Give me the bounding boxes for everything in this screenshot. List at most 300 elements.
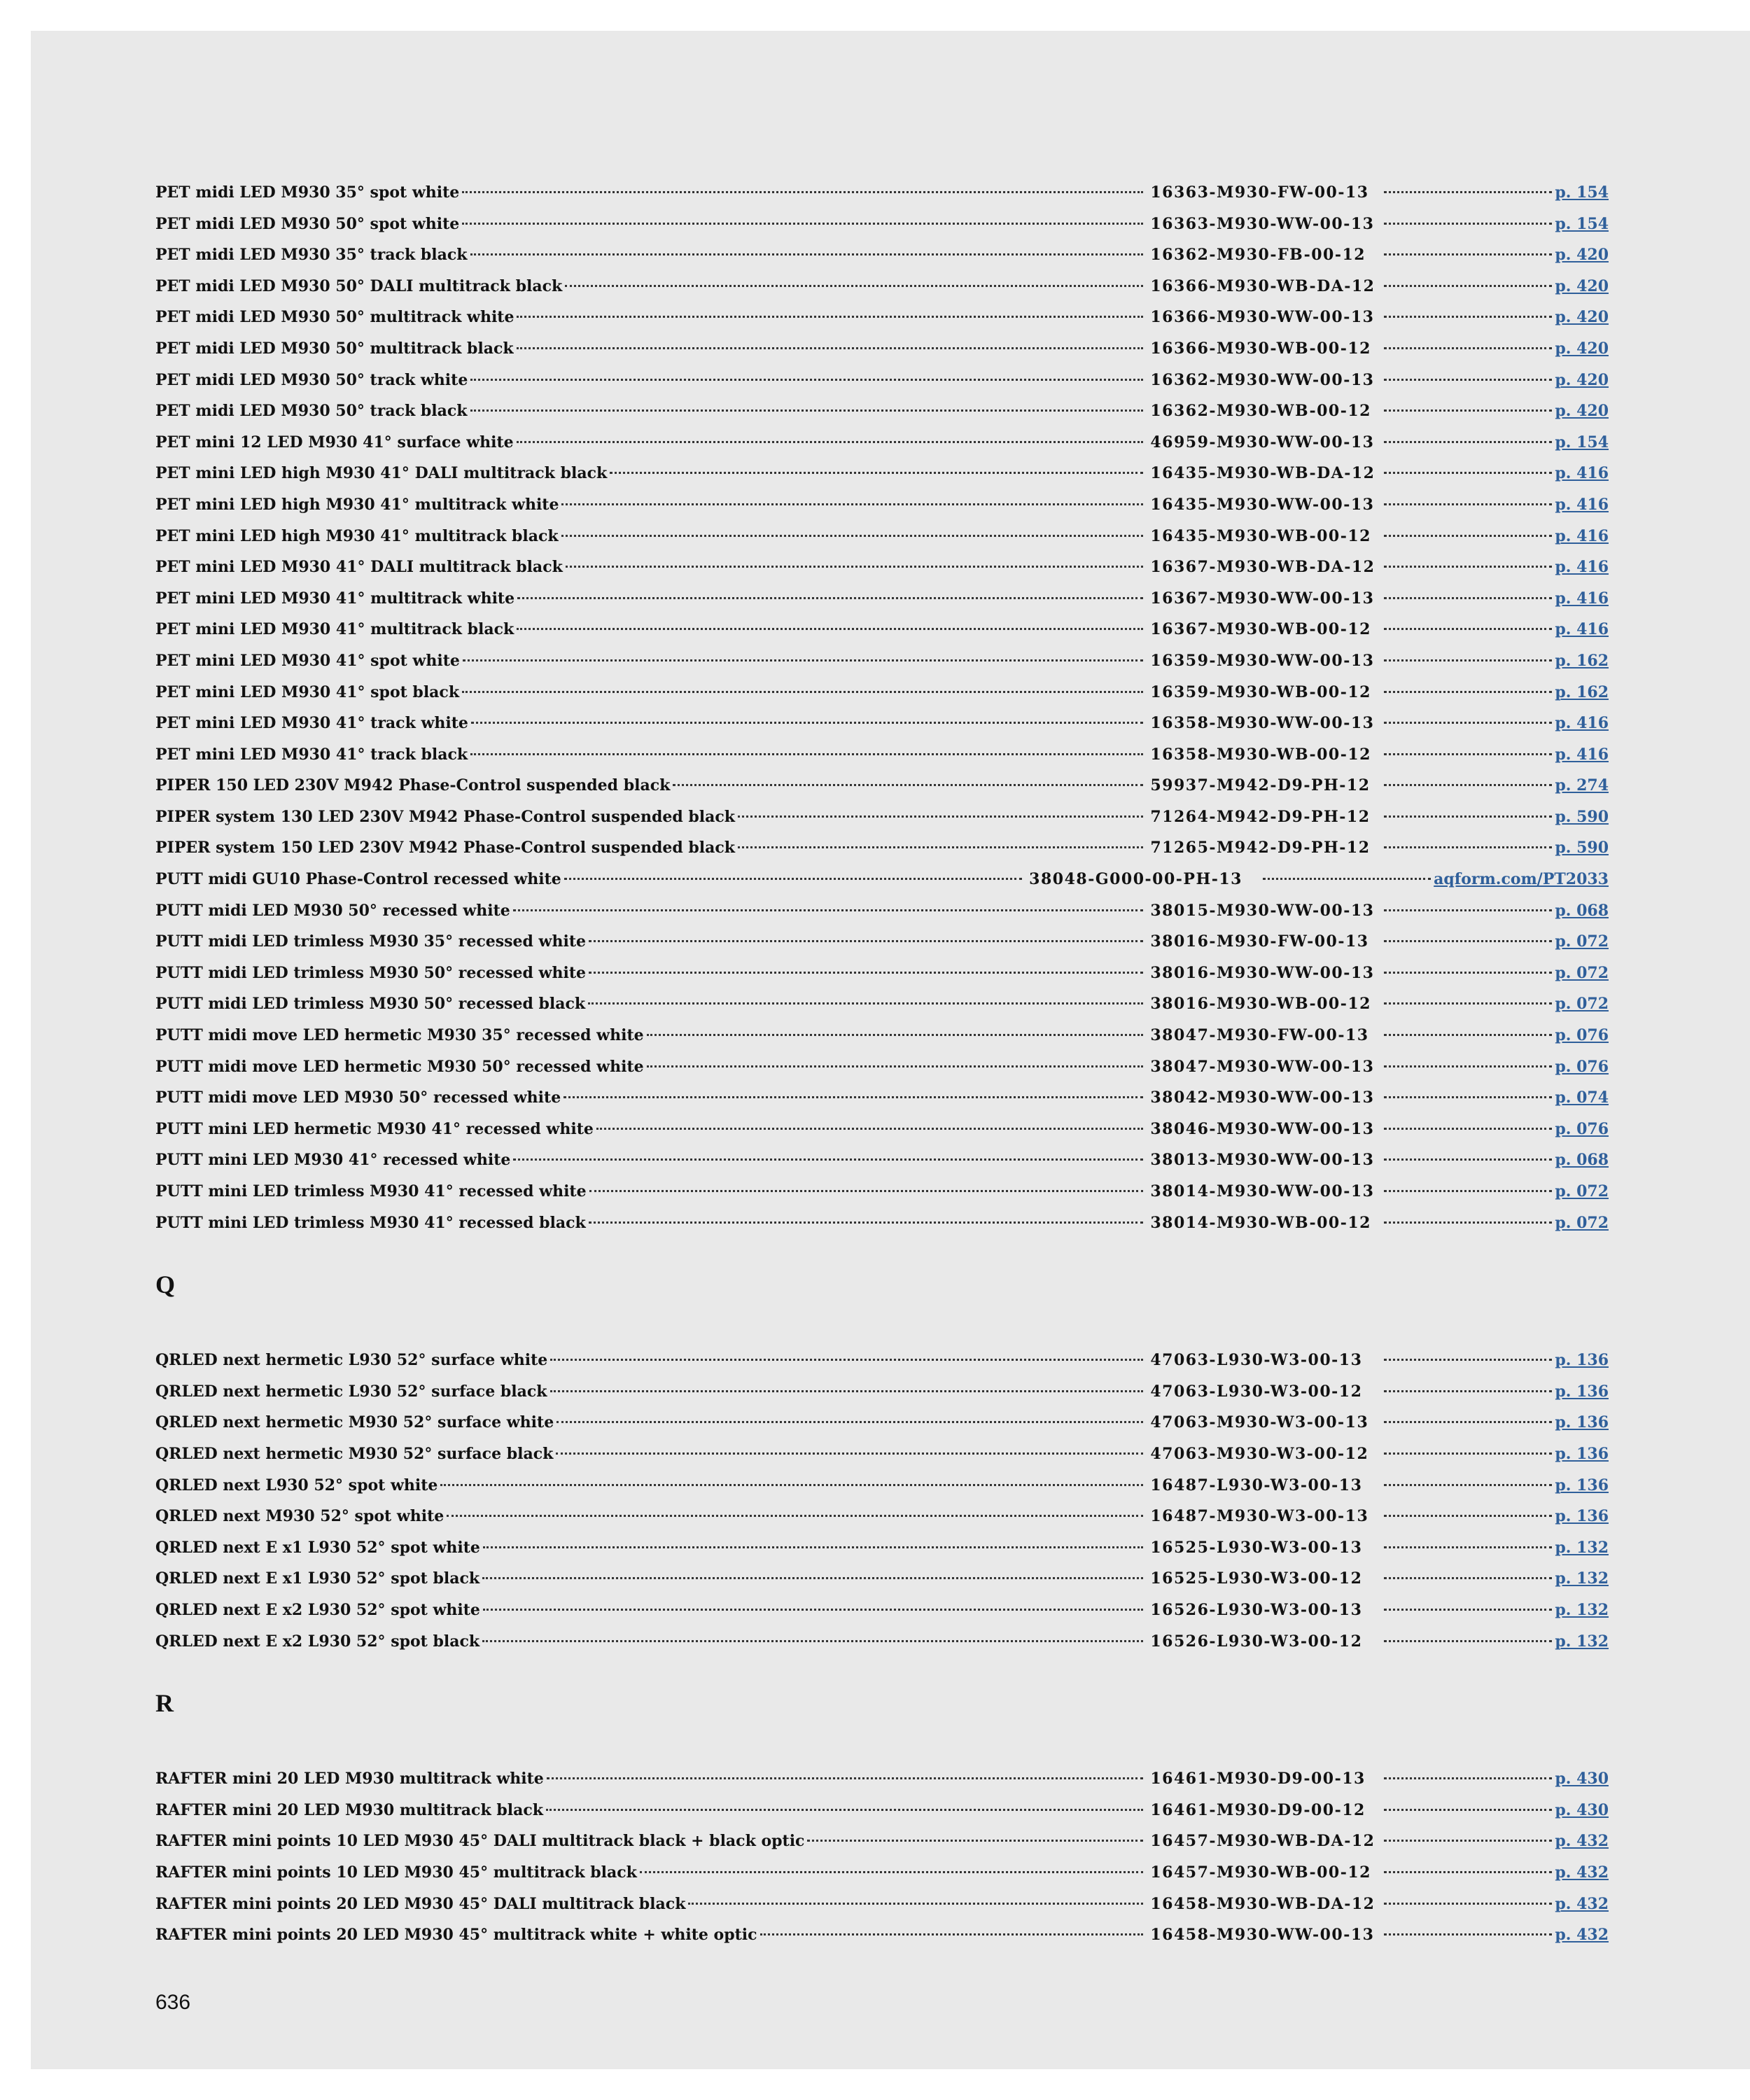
section-letter-heading: Q <box>155 1270 176 1299</box>
index-row <box>155 521 1609 552</box>
page-reference-link[interactable]: p. 076 <box>1555 1057 1609 1076</box>
product-code: 38014-M930-WW-00-13 <box>1150 1182 1375 1200</box>
dot-leader <box>462 691 1143 693</box>
dot-leader <box>561 503 1143 505</box>
dot-leader <box>550 1390 1144 1392</box>
index-row <box>155 864 1609 895</box>
index-row <box>155 1919 1609 1951</box>
dot-leader <box>1384 347 1552 349</box>
product-name: RAFTER mini 20 LED M930 multitrack white <box>155 1770 544 1788</box>
section-letter-heading: R <box>155 1689 174 1718</box>
product-code: 16359-M930-WB-00-12 <box>1150 682 1371 701</box>
page-reference-link[interactable]: p. 072 <box>1555 1213 1609 1232</box>
dot-leader <box>550 1359 1143 1361</box>
index-row <box>155 427 1609 458</box>
dot-leader <box>470 379 1143 381</box>
product-name: QRLED next hermetic M930 52° surface black <box>155 1444 554 1463</box>
product-code: 16362-M930-WW-00-13 <box>1150 370 1375 389</box>
index-row <box>155 458 1609 489</box>
dot-leader <box>688 1903 1143 1905</box>
index-row <box>155 677 1609 708</box>
product-name: PET mini LED M930 41° spot black <box>155 682 460 701</box>
page-reference-link[interactable]: p. 068 <box>1555 901 1609 920</box>
dot-leader <box>471 722 1143 724</box>
product-name: PET mini LED high M930 41° multitrack white <box>155 495 559 514</box>
dot-leader <box>1384 316 1552 318</box>
product-name: PET midi LED M930 50° multitrack black <box>155 339 514 358</box>
index-row <box>155 1438 1609 1470</box>
product-name: PET mini LED M930 41° track white <box>155 714 468 733</box>
index-row <box>155 832 1609 864</box>
product-code: 16366-M930-WB-00-12 <box>1150 339 1371 358</box>
dot-leader <box>546 1809 1143 1811</box>
index-row <box>155 1051 1609 1083</box>
dot-leader <box>1384 1903 1552 1905</box>
dot-leader <box>470 753 1143 755</box>
index-row <box>155 552 1609 583</box>
product-name: PUTT midi move LED hermetic M930 35° recessed white <box>155 1026 644 1045</box>
index-row <box>155 1407 1609 1438</box>
dot-leader <box>596 1128 1144 1130</box>
index-row <box>155 895 1609 927</box>
product-name: PUTT midi LED trimless M930 50° recessed black <box>155 995 586 1014</box>
index-row <box>155 302 1609 333</box>
index-row <box>155 614 1609 645</box>
product-code: 38048-G000-00-PH-13 <box>1029 870 1242 889</box>
dot-leader <box>1384 1484 1552 1486</box>
product-code: 38014-M930-WB-00-12 <box>1150 1213 1371 1232</box>
product-name: RAFTER mini points 20 LED M930 45° DALI multitrack black <box>155 1894 686 1913</box>
dot-leader <box>1384 535 1552 537</box>
dot-leader <box>1384 972 1552 974</box>
product-code: 16367-M930-WW-00-13 <box>1150 589 1375 608</box>
dot-leader <box>556 1452 1143 1455</box>
page-reference-link[interactable]: p. 072 <box>1555 995 1609 1014</box>
product-name: PUTT midi LED trimless M930 50° recessed white <box>155 963 586 982</box>
index-row <box>155 271 1609 302</box>
index-row <box>155 1176 1609 1208</box>
product-name: PUTT mini LED trimless M930 41° recessed black <box>155 1213 586 1232</box>
index-row <box>155 489 1609 521</box>
dot-leader <box>589 972 1143 974</box>
dot-leader <box>566 566 1144 568</box>
index-row <box>155 770 1609 802</box>
dot-leader <box>513 1158 1143 1161</box>
dot-leader <box>470 410 1144 412</box>
index-section <box>155 1269 1609 1657</box>
product-code: 38016-M930-WW-00-13 <box>1150 963 1375 982</box>
product-name: PET mini LED M930 41° track black <box>155 745 468 764</box>
page-reference-link[interactable]: p. 274 <box>1555 776 1609 795</box>
page-reference-link[interactable]: p. 132 <box>1555 1600 1609 1619</box>
dot-leader <box>1384 753 1552 755</box>
dot-leader <box>588 1002 1143 1004</box>
product-name: RAFTER mini points 10 LED M930 45° DALI multitrack black + black optic <box>155 1832 805 1851</box>
page-reference-link[interactable]: p. 420 <box>1555 246 1609 265</box>
product-name: PET midi LED M930 35° spot white <box>155 183 460 202</box>
product-name: PET mini LED high M930 41° multitrack black <box>155 526 559 545</box>
dot-leader <box>1384 784 1552 786</box>
index-row <box>155 1082 1609 1114</box>
dot-leader <box>1384 253 1552 255</box>
product-code: 71265-M942-D9-PH-12 <box>1150 839 1371 858</box>
product-code: 38046-M930-WW-00-13 <box>1150 1119 1375 1138</box>
page-reference-link[interactable]: p. 072 <box>1555 932 1609 951</box>
index-row <box>155 1626 1609 1658</box>
page-reference-link[interactable]: p. 416 <box>1555 714 1609 733</box>
product-name: PET midi LED M930 50° spot white <box>155 214 460 233</box>
page-reference-link[interactable]: p. 420 <box>1555 370 1609 389</box>
product-name: PET mini LED M930 41° spot white <box>155 651 460 670</box>
page-reference-link[interactable]: p. 432 <box>1555 1832 1609 1851</box>
product-code: 38013-M930-WW-00-13 <box>1150 1151 1375 1170</box>
product-code: 16366-M930-WW-00-13 <box>1150 308 1375 327</box>
product-name: PET mini 12 LED M930 41° surface white <box>155 433 514 451</box>
product-name: QRLED next hermetic L930 52° surface black <box>155 1382 547 1401</box>
dot-leader <box>1384 1546 1552 1548</box>
page-reference-link[interactable]: p. 590 <box>1555 839 1609 858</box>
dot-leader <box>1384 722 1552 724</box>
product-name: RAFTER mini points 20 LED M930 45° multitrack white + white optic <box>155 1926 757 1945</box>
product-name: PET mini LED M930 41° multitrack white <box>155 589 515 608</box>
index-row <box>155 1595 1609 1626</box>
dot-leader <box>517 347 1144 349</box>
product-code: 38015-M930-WW-00-13 <box>1150 901 1375 920</box>
product-name: PUTT mini LED M930 41° recessed white <box>155 1151 511 1170</box>
product-code: 16487-L930-W3-00-13 <box>1150 1476 1363 1494</box>
dot-leader <box>483 1609 1143 1611</box>
index-row <box>155 802 1609 833</box>
dot-leader <box>565 285 1143 287</box>
dot-leader <box>462 191 1143 193</box>
page-reference-link[interactable]: p. 154 <box>1555 214 1609 233</box>
dot-leader <box>564 878 1022 880</box>
dot-leader <box>1384 1609 1552 1611</box>
product-name: PET mini LED high M930 41° DALI multitrack black <box>155 464 608 483</box>
index-row <box>155 333 1609 365</box>
product-name: PIPER system 150 LED 230V M942 Phase-Control suspended black <box>155 839 736 858</box>
dot-leader <box>647 1034 1144 1036</box>
product-name: QRLED next E x2 L930 52° spot black <box>155 1632 480 1651</box>
product-code: 16526-L930-W3-00-13 <box>1150 1600 1363 1619</box>
dot-leader <box>1384 379 1552 381</box>
dot-leader <box>1384 191 1552 193</box>
product-code: 16367-M930-WB-00-12 <box>1150 620 1371 639</box>
product-name: PET midi LED M930 50° track white <box>155 370 468 389</box>
dot-leader <box>610 472 1143 474</box>
page-reference-link[interactable]: p. 072 <box>1555 1182 1609 1200</box>
dot-leader <box>589 1190 1144 1192</box>
page-reference-link[interactable]: p. 136 <box>1555 1413 1609 1432</box>
index-page <box>31 31 1750 2069</box>
product-code: 16526-L930-W3-00-12 <box>1150 1632 1363 1651</box>
page-reference-link[interactable]: p. 416 <box>1555 745 1609 764</box>
dot-leader <box>517 628 1143 630</box>
index-row <box>155 926 1609 958</box>
index-row <box>155 1144 1609 1176</box>
index-row <box>155 365 1609 396</box>
index-section <box>155 1688 1609 1951</box>
product-code: 47063-M930-W3-00-13 <box>1150 1413 1369 1432</box>
dot-leader <box>738 816 1143 818</box>
product-code: 47063-L930-W3-00-12 <box>1150 1382 1363 1401</box>
index-row <box>155 396 1609 427</box>
page-reference-link[interactable]: p. 420 <box>1555 308 1609 327</box>
page-reference-link[interactable]: p. 132 <box>1555 1632 1609 1651</box>
index-row <box>155 1114 1609 1145</box>
dot-leader <box>517 316 1143 318</box>
product-code: 16435-M930-WW-00-13 <box>1150 495 1375 514</box>
dot-leader <box>556 1421 1143 1423</box>
product-code: 16359-M930-WW-00-13 <box>1150 651 1375 670</box>
dot-leader <box>470 253 1144 255</box>
page-reference-link[interactable]: p. 132 <box>1555 1569 1609 1588</box>
product-code: 38047-M930-WW-00-13 <box>1150 1057 1375 1076</box>
product-code: 16362-M930-FB-00-12 <box>1150 246 1366 265</box>
dot-leader <box>1384 1871 1552 1873</box>
product-code: 47063-L930-W3-00-13 <box>1150 1351 1363 1370</box>
product-code: 47063-M930-W3-00-12 <box>1150 1444 1369 1463</box>
page-reference-link[interactable]: p. 416 <box>1555 464 1609 483</box>
dot-leader <box>1384 472 1552 474</box>
product-code: 16358-M930-WB-00-12 <box>1150 745 1371 764</box>
product-name: PUTT midi move LED hermetic M930 50° recessed white <box>155 1057 644 1076</box>
dot-leader <box>1384 1359 1552 1361</box>
index-row <box>155 958 1609 989</box>
dot-leader <box>640 1871 1144 1873</box>
index-row <box>155 1470 1609 1502</box>
dot-leader <box>1384 816 1552 818</box>
page-reference-link[interactable]: p. 154 <box>1555 433 1609 451</box>
dot-leader <box>1384 846 1552 848</box>
index-row <box>155 988 1609 1020</box>
product-code: 16461-M930-D9-00-12 <box>1150 1800 1366 1819</box>
dot-leader <box>1384 1002 1552 1004</box>
product-code: 16461-M930-D9-00-13 <box>1150 1770 1366 1788</box>
dot-leader <box>760 1933 1144 1935</box>
product-name: PUTT midi move LED M930 50° recessed white <box>155 1088 561 1107</box>
dot-leader <box>673 784 1143 786</box>
product-name: PET midi LED M930 50° DALI multitrack black <box>155 276 563 295</box>
index-row <box>155 739 1609 771</box>
dot-leader <box>547 1777 1144 1779</box>
product-name: QRLED next hermetic L930 52° surface white <box>155 1351 548 1370</box>
dot-leader <box>1384 1222 1552 1224</box>
product-name: PIPER system 130 LED 230V M942 Phase-Control suspended black <box>155 807 736 826</box>
product-name: PIPER 150 LED 230V M942 Phase-Control suspended black <box>155 776 671 795</box>
dot-leader <box>1384 1640 1552 1642</box>
dot-leader <box>1263 878 1431 880</box>
product-code: 16487-M930-W3-00-13 <box>1150 1507 1369 1526</box>
page-reference-link[interactable]: aqform.com/PT2033 <box>1434 870 1609 889</box>
product-name: QRLED next E x2 L930 52° spot white <box>155 1600 480 1619</box>
dot-leader <box>1384 285 1552 287</box>
page-reference-link[interactable]: p. 432 <box>1555 1863 1609 1882</box>
product-name: PUTT midi LED trimless M930 35° recessed white <box>155 932 586 951</box>
product-code: 16362-M930-WB-00-12 <box>1150 402 1371 421</box>
page-reference-link[interactable]: p. 076 <box>1555 1026 1609 1045</box>
product-code: 16457-M930-WB-00-12 <box>1150 1863 1371 1882</box>
page-reference-link[interactable]: p. 074 <box>1555 1088 1609 1107</box>
dot-leader <box>483 1546 1143 1548</box>
dot-leader <box>1384 691 1552 693</box>
page-reference-link[interactable]: p. 590 <box>1555 807 1609 826</box>
page-reference-link[interactable]: p. 162 <box>1555 682 1609 701</box>
dot-leader <box>517 441 1144 443</box>
product-name: PUTT mini LED trimless M930 41° recessed white <box>155 1182 587 1200</box>
dot-leader <box>1384 1390 1552 1392</box>
dot-leader <box>1384 597 1552 599</box>
product-name: RAFTER mini 20 LED M930 multitrack black <box>155 1800 543 1819</box>
dot-leader <box>1384 566 1552 568</box>
product-index <box>155 177 1609 1951</box>
dot-leader <box>463 659 1143 662</box>
dot-leader <box>1384 1421 1552 1423</box>
page-number: 636 <box>155 1991 191 2014</box>
dot-leader <box>1384 1158 1552 1161</box>
dot-leader <box>1384 1034 1552 1036</box>
dot-leader <box>1384 223 1552 225</box>
dot-leader <box>589 1222 1144 1224</box>
product-code: 16435-M930-WB-DA-12 <box>1150 464 1376 483</box>
dot-leader <box>513 909 1144 911</box>
index-row <box>155 583 1609 615</box>
product-name: PUTT mini LED hermetic M930 41° recessed white <box>155 1119 594 1138</box>
product-code: 16525-L930-W3-00-13 <box>1150 1538 1363 1557</box>
product-code: 38047-M930-FW-00-13 <box>1150 1026 1369 1045</box>
index-row <box>155 1208 1609 1239</box>
dot-leader <box>1384 1096 1552 1098</box>
product-name: PUTT midi LED M930 50° recessed white <box>155 901 510 920</box>
product-code: 16363-M930-WW-00-13 <box>1150 214 1375 233</box>
dot-leader <box>1384 659 1552 662</box>
page-reference-link[interactable]: p. 136 <box>1555 1507 1609 1526</box>
index-row <box>155 1345 1609 1376</box>
dot-leader <box>1384 503 1552 505</box>
page-reference-link[interactable]: p. 420 <box>1555 339 1609 358</box>
product-code: 16366-M930-WB-DA-12 <box>1150 276 1376 295</box>
product-code: 16458-M930-WB-DA-12 <box>1150 1894 1376 1913</box>
dot-leader <box>1384 1577 1552 1579</box>
dot-leader <box>564 1096 1143 1098</box>
product-code: 38042-M930-WW-00-13 <box>1150 1088 1375 1107</box>
product-code: 16458-M930-WW-00-13 <box>1150 1926 1375 1945</box>
page-reference-link[interactable]: p. 068 <box>1555 1151 1609 1170</box>
index-row <box>155 239 1609 271</box>
dot-leader <box>1384 909 1552 911</box>
dot-leader <box>1384 1452 1552 1455</box>
index-row <box>155 1763 1609 1795</box>
page-reference-link[interactable]: p. 420 <box>1555 402 1609 421</box>
product-name: PET midi LED M930 35° track black <box>155 246 468 265</box>
page-reference-link[interactable]: p. 416 <box>1555 558 1609 577</box>
index-row <box>155 1532 1609 1564</box>
index-row <box>155 177 1609 209</box>
dot-leader <box>1384 441 1552 443</box>
product-code: 16457-M930-WB-DA-12 <box>1150 1832 1376 1851</box>
index-row <box>155 708 1609 739</box>
page-reference-link[interactable]: p. 076 <box>1555 1119 1609 1138</box>
index-row <box>155 1889 1609 1920</box>
page-reference-link[interactable]: p. 416 <box>1555 526 1609 545</box>
page-reference-link[interactable]: p. 072 <box>1555 963 1609 982</box>
index-row <box>155 1795 1609 1826</box>
product-code: 59937-M942-D9-PH-12 <box>1150 776 1371 795</box>
dot-leader <box>1384 1515 1552 1517</box>
product-code: 38016-M930-FW-00-13 <box>1150 932 1369 951</box>
dot-leader <box>447 1515 1143 1517</box>
product-code: 16435-M930-WB-00-12 <box>1150 526 1371 545</box>
dot-leader <box>1384 628 1552 630</box>
dot-leader <box>807 1840 1143 1842</box>
index-row <box>155 1020 1609 1051</box>
dot-leader <box>1384 1840 1552 1842</box>
page-reference-link[interactable]: p. 162 <box>1555 651 1609 670</box>
dot-leader <box>517 597 1143 599</box>
index-row <box>155 1563 1609 1595</box>
index-row <box>155 209 1609 240</box>
product-code: 16367-M930-WB-DA-12 <box>1150 558 1376 577</box>
dot-leader <box>482 1640 1143 1642</box>
page-reference-link[interactable]: p. 136 <box>1555 1476 1609 1494</box>
page-reference-link[interactable]: p. 430 <box>1555 1800 1609 1819</box>
product-name: QRLED next hermetic M930 52° surface white <box>155 1413 554 1432</box>
page-reference-link[interactable]: p. 136 <box>1555 1444 1609 1463</box>
product-code: 46959-M930-WW-00-13 <box>1150 433 1375 451</box>
index-row <box>155 1857 1609 1889</box>
page-reference-link[interactable]: p. 416 <box>1555 620 1609 639</box>
dot-leader <box>1384 1809 1552 1811</box>
product-code: 16363-M930-FW-00-13 <box>1150 183 1369 202</box>
dot-leader <box>1384 940 1552 942</box>
dot-leader <box>462 223 1143 225</box>
product-name: QRLED next E x1 L930 52° spot white <box>155 1538 480 1557</box>
product-code: 71264-M942-D9-PH-12 <box>1150 807 1371 826</box>
index-row <box>155 1826 1609 1857</box>
product-name: RAFTER mini points 10 LED M930 45° multitrack black <box>155 1863 637 1882</box>
dot-leader <box>1384 1065 1552 1068</box>
dot-leader <box>647 1065 1144 1068</box>
page-reference-link[interactable]: p. 420 <box>1555 276 1609 295</box>
page-reference-link[interactable]: p. 416 <box>1555 495 1609 514</box>
page-reference-link[interactable]: p. 430 <box>1555 1770 1609 1788</box>
product-name: PET midi LED M930 50° track black <box>155 402 468 421</box>
product-code: 16358-M930-WW-00-13 <box>1150 714 1375 733</box>
product-name: PET mini LED M930 41° DALI multitrack black <box>155 558 563 577</box>
dot-leader <box>1384 1128 1552 1130</box>
product-code: 16525-L930-W3-00-12 <box>1150 1569 1363 1588</box>
page-reference-link[interactable]: p. 136 <box>1555 1351 1609 1370</box>
page-reference-link[interactable]: p. 432 <box>1555 1894 1609 1913</box>
index-section <box>155 177 1609 1238</box>
dot-leader <box>1384 1190 1552 1192</box>
index-row <box>155 645 1609 677</box>
index-row <box>155 1501 1609 1532</box>
page-reference-link[interactable]: p. 432 <box>1555 1926 1609 1945</box>
dot-leader <box>1384 1933 1552 1935</box>
page-reference-link[interactable]: p. 154 <box>1555 183 1609 202</box>
dot-leader <box>561 535 1144 537</box>
product-code: 38016-M930-WB-00-12 <box>1150 995 1371 1014</box>
dot-leader <box>482 1577 1143 1579</box>
index-row <box>155 1376 1609 1408</box>
dot-leader <box>1384 1777 1552 1779</box>
page-reference-link[interactable]: p. 136 <box>1555 1382 1609 1401</box>
page-reference-link[interactable]: p. 132 <box>1555 1538 1609 1557</box>
page-reference-link[interactable]: p. 416 <box>1555 589 1609 608</box>
product-name: PET midi LED M930 50° multitrack white <box>155 308 514 327</box>
product-name: QRLED next L930 52° spot white <box>155 1476 438 1494</box>
